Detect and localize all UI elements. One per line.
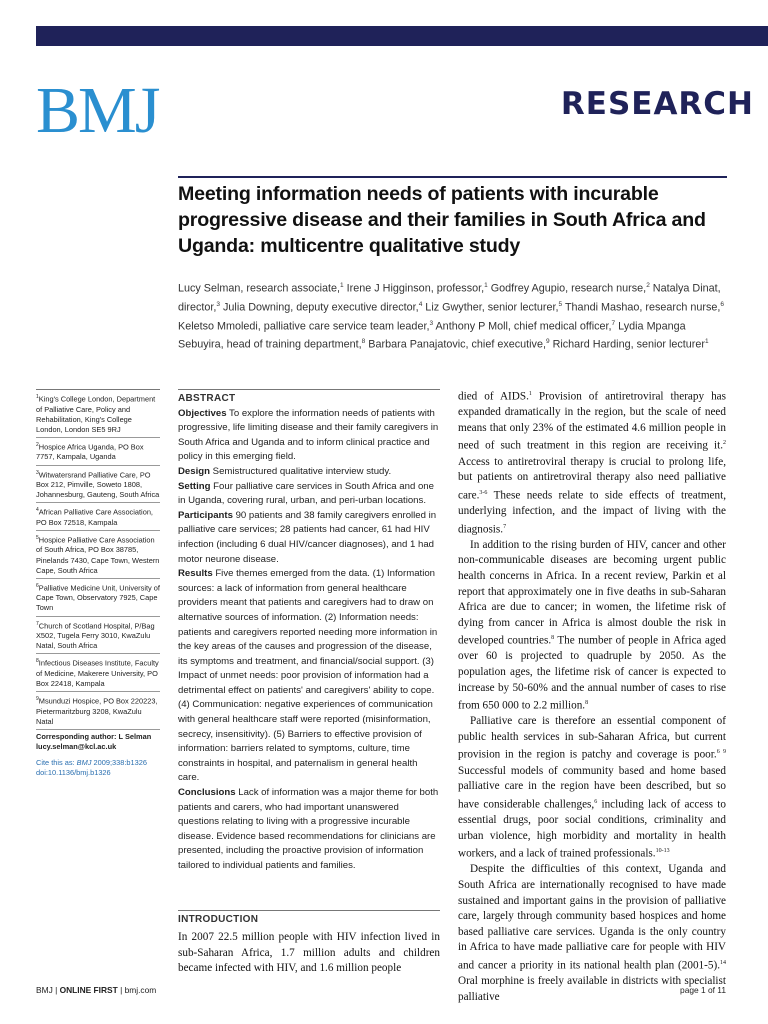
body-text: Despite the difficulties of this context, Uganda and South Africa are internationally recognised to have made sustained and important gains in the provision of palliative care, largely through community based hospices and home based palliative care services. Uganda is the only country in Africa to have made palliative care for people with HIV and cancer a priority in its national health plan (2001-5). — [458, 863, 726, 972]
abstract-results — [178, 567, 440, 786]
affiliation-text: Hospice Africa Uganda, PO Box 7757, Kampala, Uganda — [36, 442, 144, 462]
ref-mark[interactable]: 1 — [528, 391, 532, 397]
affiliation-item — [36, 579, 160, 617]
body-text: Provision of antiretroviral therapy has expanded dramatically in the region, but the scale of need means that only 23% of the estimated 4.6 million people in need of such treatment in this region are receiving it. — [458, 390, 726, 453]
affiliation-number: 5 — [36, 534, 39, 541]
ref-mark[interactable]: 10-13 — [655, 848, 670, 855]
footer-online-first: ONLINE FIRST — [59, 985, 118, 995]
abstract-participants-text: 90 patients and 38 family caregivers enrolled in palliative care services; 28 patients had cancer, 61 had HIV infection (including 6 dual HIV/cancer diagnoses), and 1 had motor neurone disease. — [178, 509, 437, 565]
article-title: Meeting information needs of patients with incurable progressive disease and their families in South Africa and Uganda: multicentre qualitative study — [178, 183, 706, 257]
affiliation-item — [36, 438, 160, 466]
abstract-results-text: Five themes emerged from the data. (1) Information sources: a lack of information from general healthcare providers meant that patients and caregivers had to draw on alternative sources of information. (2) Information needs: patients and caregivers reported needing more information in the key areas of the causes and progression of the disease, its symptoms and treatment, and financial/social support. (3) Impact of unmet needs: poor provision of information had a detrimental effect on patients' and caregivers' ability to cope. (4) Communication: negative experiences of communication with general healthcare staff were reported (misinformation, secrecy, insensitivity). (5) Barriers to effective provision of information: barriers related to symptoms, culture, time constraints in hospital, and paternalism in general health care. — [178, 568, 438, 784]
affiliation-item — [36, 654, 160, 692]
author-name: Godfrey Agupio, research nurse, — [487, 282, 647, 295]
abstract-heading: ABSTRACT — [178, 389, 440, 407]
body-text: including lack of access to essential drugs, poor social conditions, criminality and urban violence, high morbidity and mortality in health workers, and a lack of trained professionals. — [458, 798, 727, 860]
affiliation-text: Infectious Diseases Institute, Faculty of Medicine, Makerere University, PO Box 22418, Kampala — [36, 658, 159, 688]
affiliation-text: African Palliative Care Association, PO Box 72518, Kampala — [36, 507, 153, 527]
affiliation-text: Palliative Medicine Unit, University of Cape Town, Observatory 7925, Cape Town — [36, 583, 160, 613]
affiliation-text: Church of Scotland Hospital, P/Bag X502, Tugela Ferry 3010, KwaZulu Natal, South Africa — [36, 620, 155, 651]
journal-logo: BMJ — [36, 74, 159, 147]
corresponding-email[interactable]: lucy.selman@kcl.ac.uk — [36, 741, 117, 751]
author-name: Lucy Selman, research associate, — [178, 282, 341, 295]
affiliation-mark[interactable]: 3 — [429, 319, 434, 327]
affiliation-text: Hospice Palliative Care Association of South Africa, PO Box 38785, Pinelands 7430, Cape Town, Western Cape, South Africa — [36, 535, 160, 575]
author-name: Irene J Higginson, professor, — [343, 282, 485, 295]
abstract-participants-label: Participants — [178, 509, 233, 521]
abstract — [178, 389, 440, 874]
ref-mark[interactable]: 2 — [723, 440, 726, 447]
affiliation-item — [36, 692, 160, 730]
author-name: Richard Harding, senior lecturer — [549, 338, 705, 351]
author-name: Keletso Mmoledi, palliative care service team leader, — [178, 320, 430, 333]
abstract-participants — [178, 509, 440, 567]
body-paragraph — [458, 862, 726, 1005]
affiliation-text: King's College London, Department of Palliative Care, Policy and Rehabilitation, King's College London, London SE5 9RJ — [36, 394, 156, 434]
affiliation-mark[interactable]: 7 — [611, 319, 616, 327]
affiliation-text: Witwatersrand Palliative Care, PO Box 212, Pimville, Soweto 1808, Johannesburg, Gauteng, South Africa — [36, 469, 160, 500]
abstract-objectives-text: To explore the information needs of patients with progressive, life limiting disease and their family caregivers in South Africa and Uganda and to inform clinical practice and policy in this emerging field. — [178, 407, 439, 463]
ref-mark[interactable]: 6 9 — [716, 749, 727, 756]
body-text: died of AIDS. — [458, 390, 529, 403]
abstract-conclusions — [178, 786, 440, 874]
author-name: Barbara Panajatovic, chief executive, — [365, 338, 546, 351]
author-name: Natalya Dinat, director, — [178, 282, 721, 314]
affiliation-mark[interactable]: 1 — [705, 338, 709, 346]
header-band — [36, 26, 768, 46]
affiliation-item — [36, 617, 160, 655]
affiliation-number: 1 — [36, 394, 39, 400]
author-name: Liz Gwyther, senior lecturer, — [422, 301, 559, 314]
affiliation-item — [36, 466, 160, 504]
affiliation-mark[interactable]: 4 — [418, 300, 423, 308]
introduction-heading: INTRODUCTION — [178, 914, 259, 925]
author-name: Anthony P Moll, chief medical officer, — [433, 320, 612, 333]
introduction-rule — [178, 910, 440, 911]
affiliations-sidebar — [36, 389, 160, 778]
affiliation-mark[interactable]: 8 — [361, 338, 366, 346]
abstract-setting-text: Four palliative care services in South Africa and one in Uganda, covering rural, urban, and peri-urban locations. — [178, 480, 434, 507]
affiliation-number: 3 — [36, 469, 39, 476]
affiliation-number: 4 — [36, 507, 39, 514]
body-text: Access to antiretroviral therapy is crucial to prolong life, but patients on antiretroviral therapy also need palliative care. — [458, 455, 726, 502]
ref-mark[interactable]: 14 — [720, 959, 726, 966]
affiliation-item — [36, 531, 160, 579]
affiliation-number: 9 — [36, 696, 39, 702]
abstract-setting-label: Setting — [178, 480, 211, 492]
affiliation-number: 2 — [36, 441, 39, 448]
citation-prefix: Cite this as: — [36, 757, 77, 767]
footer-text: | bmj.com — [117, 985, 157, 995]
abstract-design-label: Design — [178, 465, 210, 477]
footer-text: BMJ | — [36, 985, 60, 995]
body-paragraph — [458, 714, 726, 862]
author-list — [178, 278, 734, 353]
citation-doi[interactable]: doi:10.1136/bmj.b1326 — [36, 768, 111, 778]
abstract-objectives-label: Objectives — [178, 407, 227, 419]
affiliation-mark[interactable]: 1 — [484, 282, 488, 289]
affiliation-text: Msunduzi Hospice, PO Box 220223, Pietermaritzburg 3208, KwaZulu Natal — [36, 696, 158, 726]
abstract-design — [178, 465, 440, 480]
affiliation-mark[interactable]: 2 — [646, 282, 650, 289]
footer-journal — [36, 985, 156, 995]
citation-ref: 2009;338:b1326 — [91, 757, 147, 767]
affiliation-mark[interactable]: 3 — [216, 300, 221, 308]
body-paragraph — [458, 387, 726, 538]
author-name: Julia Downing, deputy executive director, — [220, 301, 419, 314]
introduction-text: In 2007 22.5 million people with HIV infection lived in sub-Saharan Africa, 1.7 million adults and children became infected with HIV, and 1.6 million people — [178, 931, 440, 975]
affiliation-mark[interactable]: 6 — [720, 300, 725, 308]
ref-mark[interactable]: 8 — [551, 635, 555, 642]
body-text: Palliative care is therefore an essential component of public health services in sub-Saharan Africa, but current provision in the region is patchy and coverage is poor. — [458, 715, 726, 762]
body-text: These needs relate to side effects of treatment, underlying infection, and the impact of living with the diagnosis. — [458, 489, 726, 536]
affiliation-item — [36, 390, 160, 438]
affiliation-mark[interactable]: 1 — [340, 282, 344, 289]
body-text: The number of people in Africa aged over 60 is projected to quadruple by 2050. As the population ages, the lifetime risk of cancer is expected to increase by 50-60% and the annual number of cases to rise from 650 000 to 2.2 million. — [458, 634, 727, 712]
title-rule — [178, 176, 727, 178]
abstract-objectives — [178, 407, 440, 465]
author-name: Lydia Mpanga Sebuyira, head of training department, — [178, 320, 686, 351]
author-name: Thandi Mashao, research nurse, — [562, 301, 721, 314]
body-text: Successful models of community based and home based palliative care in the region have been described, but so have considerable challenges, — [458, 764, 726, 811]
affiliation-mark[interactable]: 9 — [545, 338, 550, 346]
affiliation-number: 6 — [36, 582, 39, 589]
abstract-setting — [178, 480, 440, 509]
affiliation-number: 8 — [36, 658, 39, 665]
abstract-results-label: Results — [178, 568, 213, 580]
body-text: In addition to the rising burden of HIV, cancer and other non-communicable diseases are becoming urgent public health concerns in Africa. In a recent review, Parkin et al report that approximately one in five deaths in sub-Saharan Africa are due to cancer; in women, the lifetime risk of dying from cancer in Africa is almost double the risk in developed countries. — [458, 538, 726, 647]
corresponding-author: Corresponding author: L Selman — [36, 731, 152, 741]
affiliation-item — [36, 503, 160, 531]
abstract-design-text: Semistructured qualitative interview study. — [210, 465, 392, 477]
ref-mark[interactable]: 7 — [503, 523, 507, 530]
ref-mark[interactable]: 3-6 — [479, 489, 488, 496]
page-number: page 1 of 11 — [680, 985, 726, 995]
body-text: Oral morphine is freely available in districts with specialist palliative — [458, 975, 726, 1003]
abstract-conclusions-label: Conclusions — [178, 787, 236, 799]
affiliation-mark[interactable]: 5 — [558, 300, 563, 308]
ref-mark[interactable]: 8 — [585, 700, 589, 707]
affiliation-number: 7 — [36, 620, 39, 627]
citation — [36, 758, 160, 778]
affiliation-list — [36, 390, 160, 730]
section-label: RESEARCH — [560, 86, 754, 122]
ref-mark[interactable]: 6 — [594, 798, 598, 805]
abstract-conclusions-text: Lack of information was a major theme for both patients and carers, who had important unanswered questions relating to living with a progressive incurable disease. Evidence based recommendations for clinicians are presented, including the proactive provision of information tailored to individual patients and families. — [178, 787, 439, 871]
body-paragraph — [458, 538, 726, 714]
body-right-column — [458, 387, 726, 1005]
citation-journal: BMJ — [76, 757, 92, 767]
